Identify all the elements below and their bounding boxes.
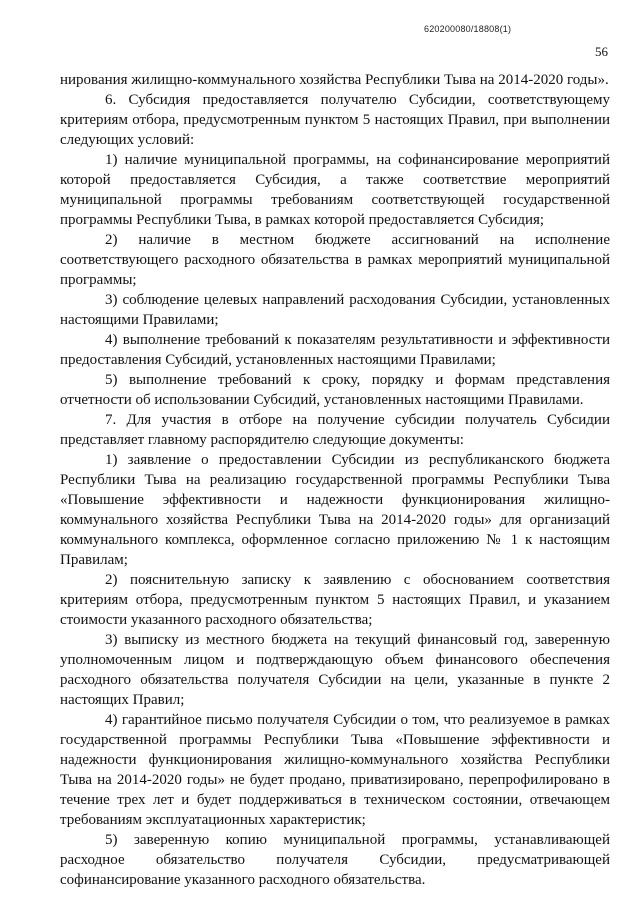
paragraph-item-7: 7. Для участия в отборе на получение субсидии получатель Субсидии представляет главному распорядителю следующие документы: xyxy=(60,412,610,448)
document-id: 620200080/18808(1) xyxy=(424,24,512,34)
paragraph-document-5: 5) заверенную копию муниципальной программы, устанавливающей расходное обязательство получателя Субсидии, предусматривающей софинансирование указанного расходного обязательства. xyxy=(60,832,610,888)
paragraph-condition-2: 2) наличие в местном бюджете ассигнований на исполнение соответствующего расходного обязательства в рамках мероприятий муниципальной программы; xyxy=(60,232,610,288)
page-number: 56 xyxy=(595,44,608,59)
paragraph-condition-1: 1) наличие муниципальной программы, на софинансирование мероприятий которой предоставляется Субсидия, а также соответствие мероприятий муниципальной программы требованиям соответствующей государственной программы Республики Тыва, в рамках которой предоставляется Субсидия; xyxy=(60,152,610,228)
paragraph-document-3: 3) выписку из местного бюджета на текущий финансовый год, заверенную уполномоченным лицом и подтверждающую объем финансового обеспечения расходного обязательства получателя Субсидии на цели, указанные в пункте 2 настоящих Правил; xyxy=(60,632,610,708)
paragraph-document-2: 2) пояснительную записку к заявлению с обоснованием соответствия критериям отбора, предусмотренным пунктом 5 настоящих Правил, и указанием стоимости указанного расходного обязательства; xyxy=(60,572,610,628)
paragraph-continuation: нирования жилищно-коммунального хозяйства Республики Тыва на 2014-2020 годы». xyxy=(60,72,609,88)
paragraph-item-6: 6. Субсидия предоставляется получателю Субсидии, соответствующему критериям отбора, предусмотренным пунктом 5 настоящих Правил, при выполнении следующих условий: xyxy=(60,92,610,148)
document-body xyxy=(60,70,610,890)
paragraph-document-4: 4) гарантийное письмо получателя Субсидии о том, что реализуемое в рамках государственной программы Республики Тыва «Повышение эффективности и надежности функционирования жилищно-коммунального хозяйства Республики Тыва на 2014-2020 годы» не будет продано, приватизировано, перепрофилировано в течение трех лет и будет поддерживаться в техническом состоянии, отвечающем требованиям эксплуатационных характеристик; xyxy=(60,712,610,828)
paragraph-condition-5: 5) выполнение требований к сроку, порядку и формам представления отчетности об использовании Субсидий, установленных настоящими Правилами. xyxy=(60,372,610,408)
paragraph-condition-4: 4) выполнение требований к показателям результативности и эффективности предоставления Субсидий, установленных настоящими Правилами; xyxy=(60,332,610,368)
paragraph-condition-3: 3) соблюдение целевых направлений расходования Субсидии, установленных настоящими Правилами; xyxy=(60,292,610,328)
paragraph-document-1: 1) заявление о предоставлении Субсидии из республиканского бюджета Республики Тыва на реализацию государственной программы Республики Тыва «Повышение эффективности и надежности функционирования жилищно-коммунального хозяйства Республики Тыва на 2014-2020 годы» для организаций коммунального комплекса, оформленное согласно приложению № 1 к настоящим Правилам; xyxy=(60,452,610,568)
